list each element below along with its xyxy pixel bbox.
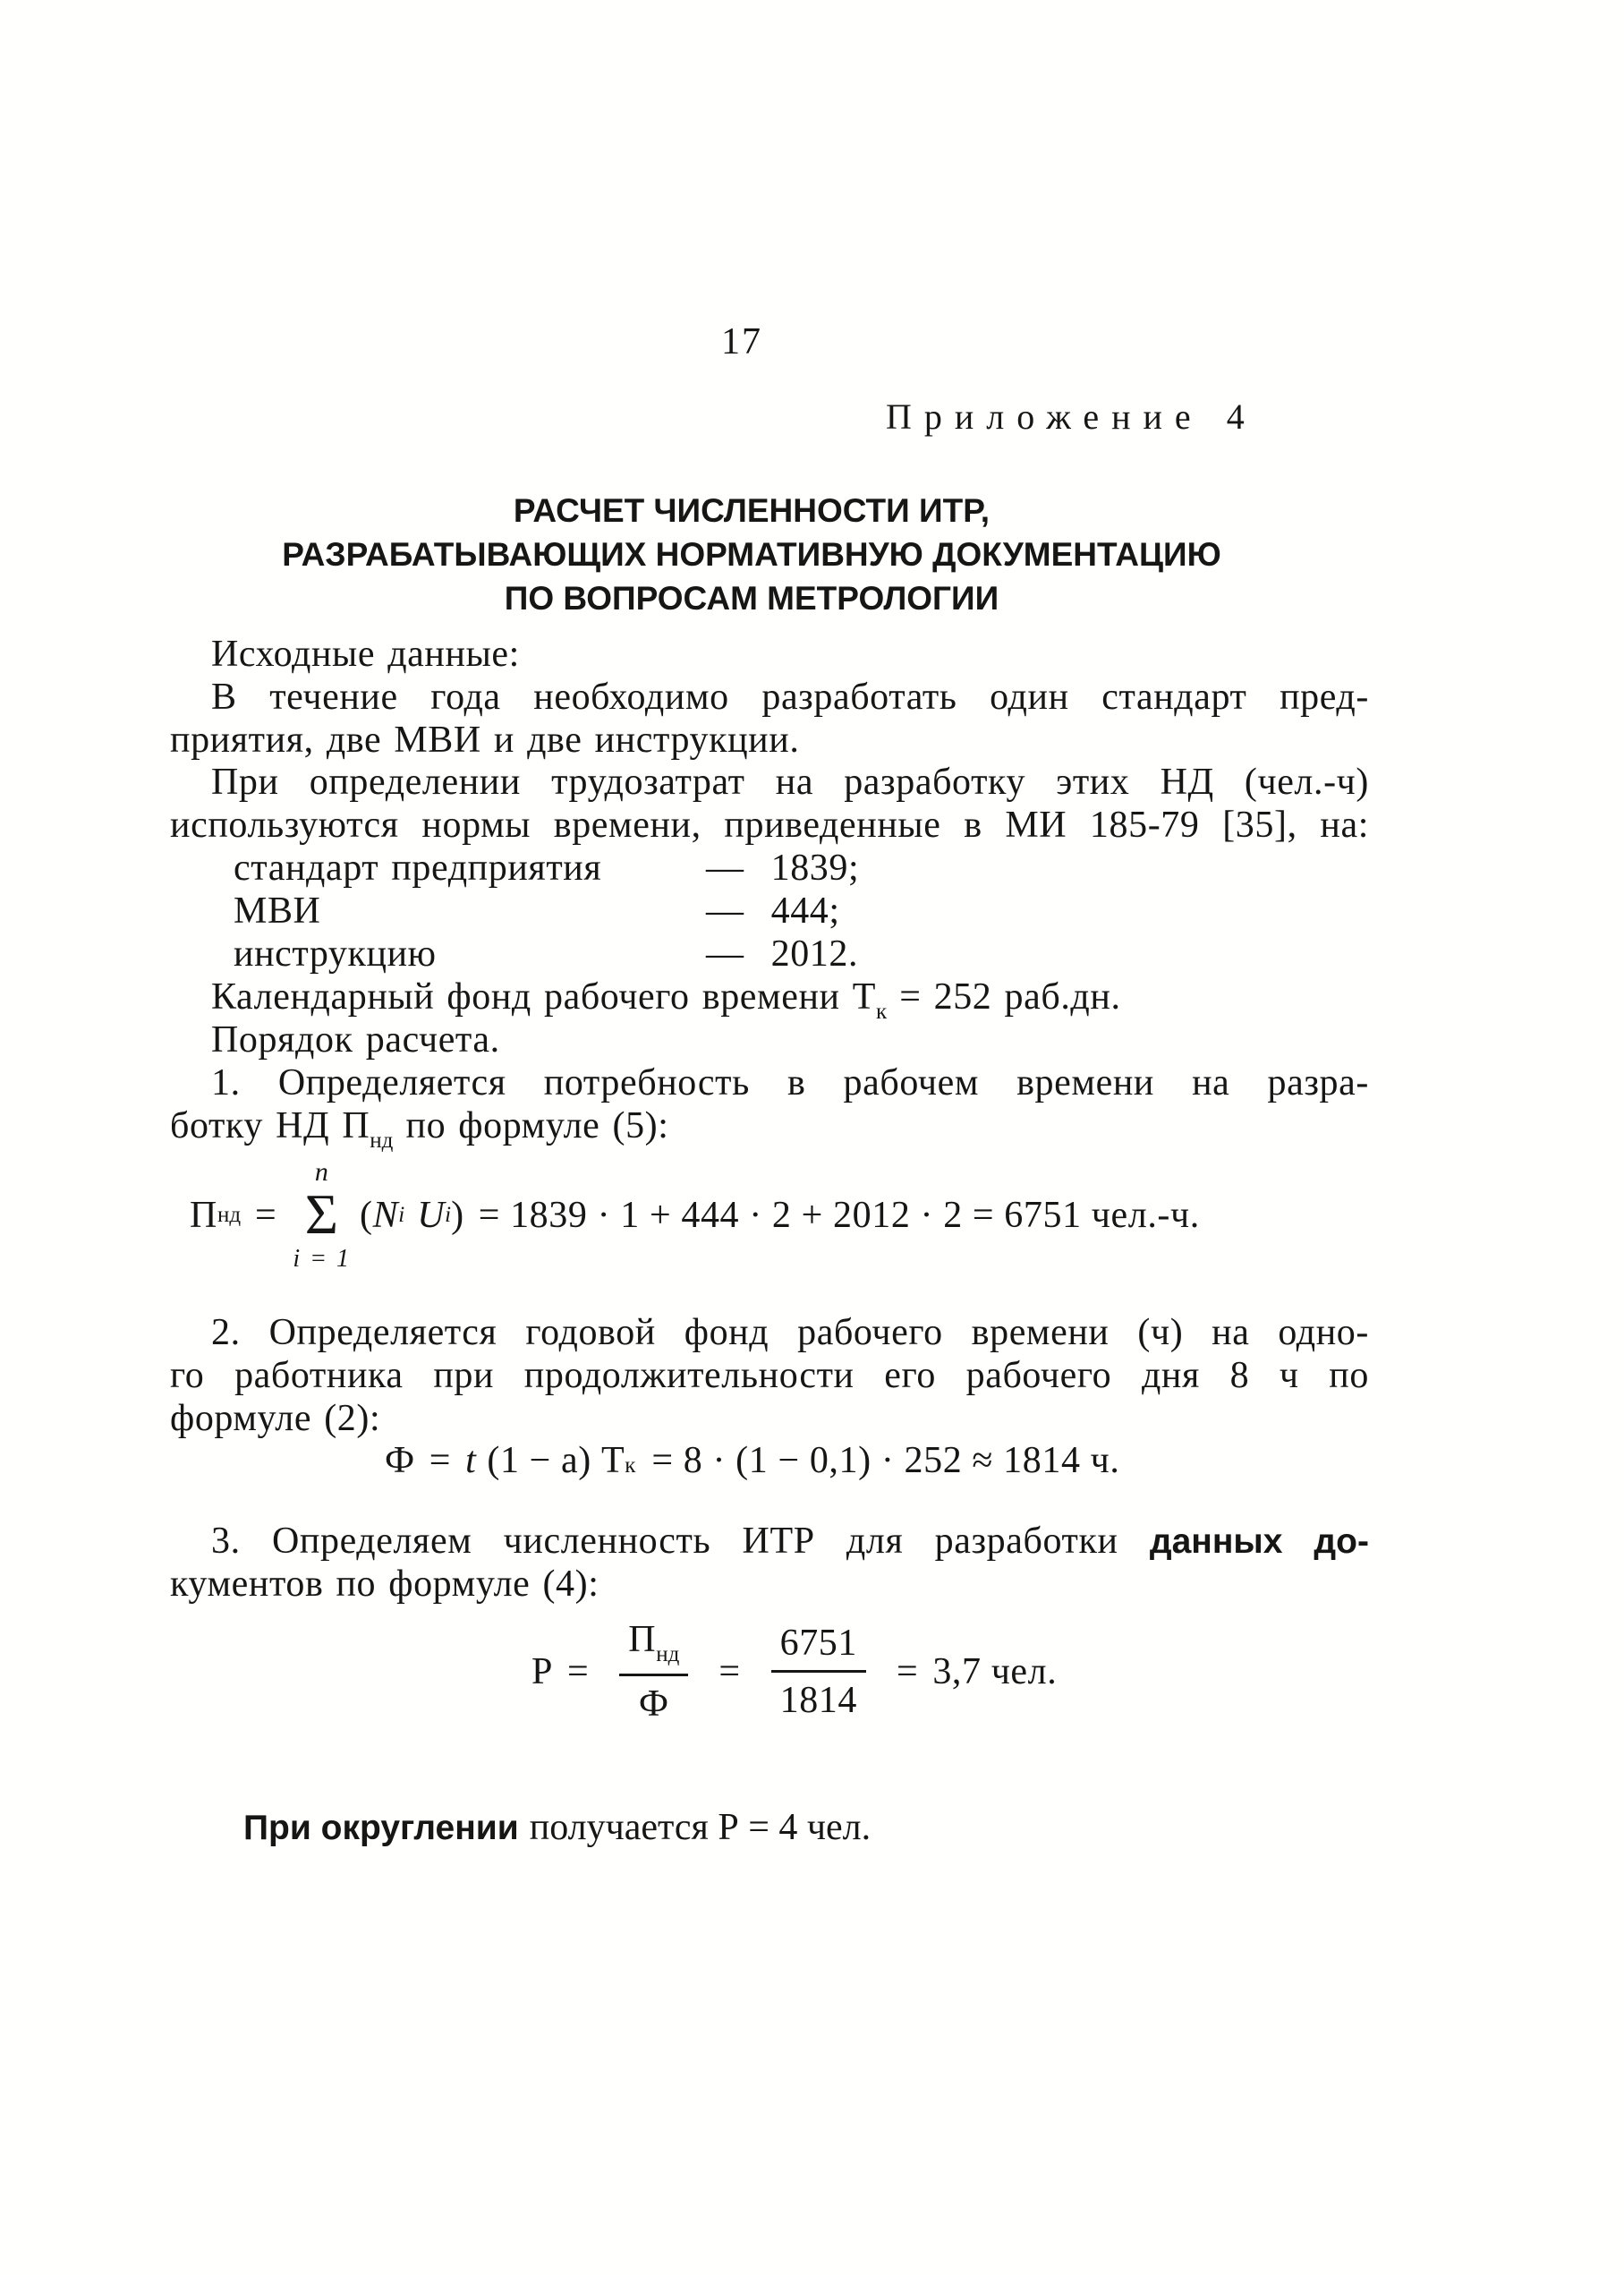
formula4-result: 3,7 чел. xyxy=(932,1651,1058,1692)
equals-sign: = xyxy=(897,1651,919,1692)
fraction-numerator: 6751 xyxy=(779,1623,858,1664)
step3-line2: кументов по формуле (4): xyxy=(170,1564,599,1605)
lead-line: Исходные данные: xyxy=(211,634,520,675)
conclusion-text: получается Р = 4 чел. xyxy=(529,1807,872,1848)
document-title xyxy=(152,489,1351,620)
equals-sign: = xyxy=(566,1651,590,1692)
sum-upper-limit: n xyxy=(314,1157,329,1188)
variable-u-index: i xyxy=(445,1203,452,1227)
step1-line1: 1. Определяется потребность в рабочем времени на разра- xyxy=(211,1062,1369,1103)
formula2-mid: (1 − а) Т xyxy=(487,1440,625,1481)
fraction-numerator xyxy=(619,1621,688,1674)
formula2-lhs: Ф xyxy=(385,1440,415,1481)
norm-label: МВИ xyxy=(234,890,321,932)
step1-line2 xyxy=(170,1105,1369,1154)
norm-dash: — xyxy=(706,848,744,889)
close-paren: ) xyxy=(451,1195,464,1236)
title-line-2: РАЗРАБАТЫВАЮЩИХ НОРМАТИВНУЮ ДОКУМЕНТАЦИЮ xyxy=(282,536,1221,573)
fraction-denominator: 1814 xyxy=(779,1680,858,1721)
summation-operator xyxy=(293,1159,351,1272)
paragraph2-line1: При определении трудозатрат на разработку этих НД (чел.-ч) xyxy=(211,762,1369,803)
title-line-3: ПО ВОПРОСАМ МЕТРОЛОГИИ xyxy=(504,580,999,617)
conclusion-line xyxy=(243,1806,871,1849)
numerator-subscript: нд xyxy=(656,1642,680,1666)
t-k-subscript: к xyxy=(875,1000,888,1024)
equals-sign: = xyxy=(255,1195,277,1236)
norm-value: 444; xyxy=(770,890,840,932)
step1-line2-tail: по формуле (5): xyxy=(393,1105,669,1146)
norm-row xyxy=(170,890,1369,933)
sigma-icon: Σ xyxy=(304,1182,339,1247)
step3-line1-text: 3. Определяем численность ИТР для разработки xyxy=(211,1521,1118,1562)
fraction-p-nd-over-f xyxy=(619,1621,688,1723)
open-paren: ( xyxy=(360,1195,373,1236)
norm-value: 1839; xyxy=(770,848,860,889)
step2-line1: 2. Определяется годовой фонд рабочего времени (ч) на одно- xyxy=(211,1312,1369,1353)
calendar-fund-line xyxy=(170,976,1369,1025)
step2-line3: формуле (2): xyxy=(170,1398,381,1439)
fraction-denominator: Ф xyxy=(638,1683,669,1725)
formula4-lhs: Р xyxy=(531,1651,553,1692)
appendix-number: 4 xyxy=(1226,396,1245,437)
title-line-1: РАСЧЕТ ЧИСЛЕННОСТИ ИТР, xyxy=(513,492,991,529)
calendar-text: Календарный фонд рабочего времени Т xyxy=(211,976,876,1018)
appendix-heading xyxy=(886,396,1245,438)
paragraph2-line2: используются нормы времени, приведенные в МИ 185-79 [35], на: xyxy=(170,805,1369,846)
formula5-rhs: = 1839 · 1 + 444 · 2 + 2012 · 2 = 6751 чел.-ч. xyxy=(478,1195,1200,1236)
variable-u: U xyxy=(417,1195,446,1236)
norm-row xyxy=(170,848,1369,890)
order-line: Порядок расчета. xyxy=(211,1019,500,1061)
formula-5 xyxy=(190,1153,1200,1278)
numerator-symbol: П xyxy=(628,1619,657,1660)
equals-sign: = xyxy=(718,1651,741,1692)
paragraph1-line2: приятия, две МВИ и две инструкции. xyxy=(170,720,800,761)
formula-2 xyxy=(385,1439,1119,1489)
norm-label: стандарт предприятия xyxy=(234,848,602,889)
formula2-rhs: = 8 · (1 − 0,1) · 252 ≈ 1814 ч. xyxy=(651,1440,1120,1481)
norm-value: 2012. xyxy=(770,933,859,975)
norm-dash: — xyxy=(706,890,744,932)
paragraph1-line1: В течение года необходимо разработать один стандарт пред- xyxy=(211,677,1369,718)
step1-line2-text: ботку НД П xyxy=(170,1105,370,1146)
sum-lower-limit: i = 1 xyxy=(293,1244,352,1273)
variable-n-index: i xyxy=(398,1203,405,1227)
t-k-subscript: к xyxy=(625,1453,636,1478)
formula5-lhs-subscript: нд xyxy=(217,1203,242,1227)
norm-row xyxy=(170,933,1369,976)
page-number: 17 xyxy=(721,321,762,362)
p-nd-subscript: нд xyxy=(370,1129,394,1153)
formula5-lhs: П xyxy=(190,1195,217,1236)
formula-4 xyxy=(531,1620,1057,1724)
step2-line2: го работника при продолжительности его рабочего дня 8 ч по xyxy=(170,1355,1369,1396)
calendar-value: = 252 раб.дн. xyxy=(887,976,1121,1018)
conclusion-bold-text: При округлении xyxy=(243,1809,519,1847)
variable-t: t xyxy=(465,1440,477,1481)
norm-label: инструкцию xyxy=(234,933,437,975)
norm-dash: — xyxy=(706,933,744,975)
step3-line1 xyxy=(170,1521,1369,1563)
appendix-label: Приложение xyxy=(886,396,1203,437)
equals-sign: = xyxy=(429,1440,452,1481)
step3-line1-bold-text: данных до- xyxy=(1149,1522,1369,1561)
variable-n: N xyxy=(372,1195,399,1236)
fraction-6751-over-1814 xyxy=(771,1624,866,1719)
